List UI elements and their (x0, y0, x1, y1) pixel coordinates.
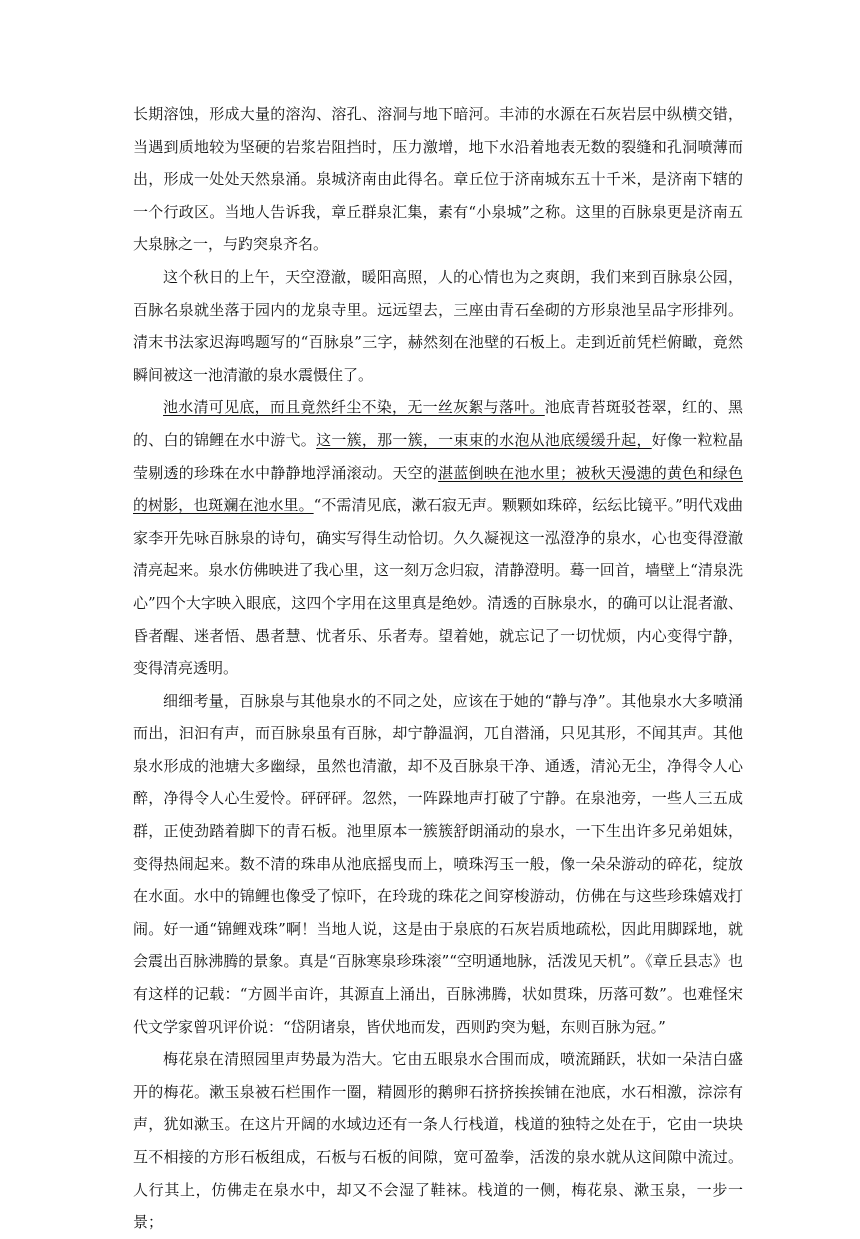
underlined-sentence-1: 池水清可见底，而且竟然纤尘不染，无一丝灰絮与落叶。 (163, 398, 545, 417)
paragraph-1: 长期溶蚀，形成大量的溶沟、溶孔、溶洞与地下暗河。丰沛的水源在石灰岩层中纵横交错，当遇到质地较为坚硬的岩浆岩阻挡时，压力激增，地下水沿着地表无数的裂缝和孔洞喷薄而出，形成一处处天然泉涌。泉城济南由此得名。章丘位于济南城东五十千米，是济南下辖的一个行政区。当地人告诉我，章丘群泉汇集，素有“小泉城”之称。这里的百脉泉更是济南五大泉脉之一，与趵突泉齐名。 (133, 105, 743, 254)
paragraph-4: 细细考量，百脉泉与其他泉水的不同之处，应该在于她的“静与净”。其他泉水大多喷涌而出，汩汩有声，而百脉泉虽有百脉，却宁静温润，兀自潜涌，只见其形，不闻其声。其他泉水形成的池塘大多幽绿，虽然也清澈，却不及百脉泉干净、通透，清沁无尘，净得令人心醉，净得令人心生爱怜。砰砰砰。忽然，一阵跺地声打破了宁静。在泉池旁，一些人三五成群，正使劲踏着脚下的青石板。池里原本一簇簇舒朗涌动的泉水，一下生出许多兄弟姐妹，变得热闹起来。数不清的珠串从池底摇曳而上，喷珠泻玉一般，像一朵朵游动的碎花，绽放在水面。水中的锦鲤也像受了惊吓，在玲珑的珠花之间穿梭游动，仿佛在与这些珍珠嬉戏打闹。好一通“锦鲤戏珠”啊！当地人说，这是由于泉底的石灰岩质地疏松，因此用脚踩地，就会震出百脉沸腾的景象。真是“百脉寒泉珍珠滚”“空明通地脉，活泼见天机”。《章丘县志》也有这样的记载：“方圆半亩许，其源直上涌出，百脉沸腾，状如贯珠，历落可数”。也难怪宋代文学家曾巩评价说：“岱阴诸泉，皆伏地而发，西则趵突为魁，东则百脉为冠。” (133, 691, 743, 1036)
article-body (133, 98, 743, 1239)
paragraph-3-rest: “不需清见底，漱石寂无声。颗颗如珠碎，纭纭比镜平。”明代戏曲家李开先咏百脉泉的诗句，确实写得生动恰切。久久凝视这一泓澄净的泉水，心也变得澄澈清亮起来。泉水仿佛映进了我心里，这一刻万念归寂，清静澄明。蓦一回首，墙壁上“清泉洗心”四个大字映入眼底，这四个字用在这里真是绝妙。清透的百脉泉水，的确可以让混者澈、昏者醒、迷者悟、愚者慧、忧者乐、乐者寿。望着她，就忘记了一切忧烦，内心变得宁静，变得清亮透明。 (133, 496, 743, 678)
paragraph-5: 梅花泉在清照园里声势最为浩大。它由五眼泉水合围而成，喷流踊跃，状如一朵洁白盛开的梅花。漱玉泉被石栏围作一圈，精圆形的鹅卵石挤挤挨挨铺在池底，水石相激，淙淙有声，犹如漱玉。在这片开阔的水域边还有一条人行栈道，栈道的独特之处在于，它由一块块互不相接的方形石板组成，石板与石板的间隙，宽可盈拳，活泼的泉水就从这间隙中流过。人行其上，仿佛走在泉水中，却又不会湿了鞋袜。栈道的一侧，梅花泉、漱玉泉，一步一景； (133, 1050, 743, 1232)
underlined-sentence-2: 这一簇，那一簇，一束束的水泡从池底缓缓升起， (316, 430, 652, 449)
underlined-sentence-3: 湛蓝倒映在池水里；被秋天漫漶的黄色和绿色的树影，也斑斓在池水里。 (133, 463, 743, 515)
plain-sentence-1: 池底青苔斑驳苍翠，红的、黑的、白的锦鲤在水中游弋。 (133, 398, 743, 449)
paragraph-2: 这个秋日的上午，天空澄澈，暖阳高照，人的心情也为之爽朗，我们来到百脉泉公园，百脉名泉就坐落于园内的龙泉寺里。远远望去，三座由青石垒砌的方形泉池呈品字形排列。清末书法家迟海鸣题写的“百脉泉”三字，赫然刻在池壁的石板上。走到近前凭栏俯瞰，竟然瞬间被这一池清澈的泉水震慑住了。 (133, 267, 743, 384)
plain-sentence-2: 好像一粒粒晶莹剔透的珍珠在水中静静地浮涌滚动。天空的 (133, 430, 743, 482)
paragraph-3 (133, 391, 743, 684)
